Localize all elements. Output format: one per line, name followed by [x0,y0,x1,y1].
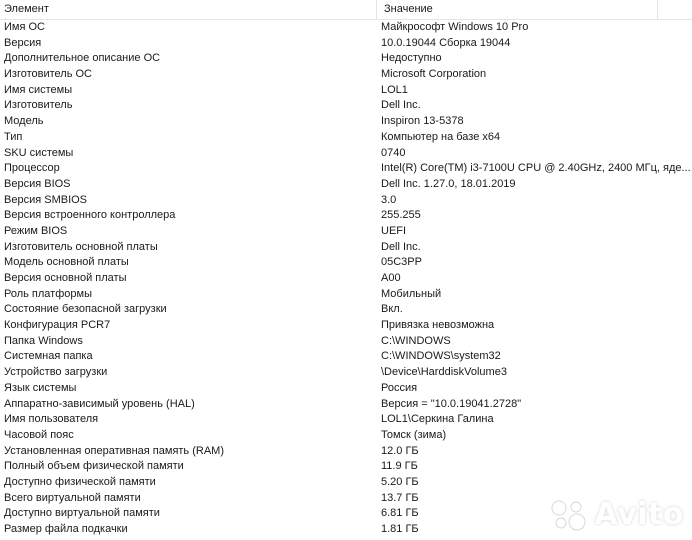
row-value: Россия [381,381,418,394]
row-value: Microsoft Corporation [381,68,487,81]
table-row[interactable] [0,365,692,381]
table-row[interactable] [0,161,692,177]
row-value: Привязка невозможна [381,319,495,332]
table-row[interactable] [0,146,692,162]
row-value: Inspiron 13-5378 [381,115,464,128]
row-value: 13.7 ГБ [381,491,419,504]
row-value: 255.255 [381,209,421,222]
row-value: 11.9 ГБ [381,460,418,473]
table-row[interactable] [0,349,692,365]
row-element-label: Изготовитель ОС [4,68,92,81]
row-value: 0740 [381,146,406,159]
row-value: 3.0 [381,193,397,206]
row-element-label: Модель [4,115,44,128]
row-value: Вкл. [381,303,403,316]
row-element-label: Доступно физической памяти [4,475,156,488]
row-element-label: Состояние безопасной загрузки [4,303,167,316]
row-element-label: Размер файла подкачки [4,523,128,535]
watermark-text: Avito [594,497,684,532]
row-element-label: Полный объем физической памяти [4,460,184,473]
row-value: Томск (зима) [381,428,447,441]
column-header-extra[interactable] [657,0,692,19]
table-row[interactable] [0,287,692,303]
table-row[interactable] [0,83,692,99]
row-element-label: Процессор [4,162,60,175]
table-row[interactable] [0,459,692,475]
row-element-label: Часовой пояс [4,428,74,441]
table-row[interactable] [0,522,692,538]
column-header-element[interactable]: Элемент [0,0,377,19]
table-row[interactable] [0,208,692,224]
row-value: Мобильный [381,287,442,300]
row-element-label: Папка Windows [4,334,83,347]
table-body [0,20,692,538]
row-value: C:\WINDOWS [381,334,451,347]
table-row[interactable] [0,475,692,491]
row-element-label: Доступно виртуальной памяти [4,507,160,520]
row-element-label: Версия SMBIOS [4,193,88,206]
row-element-label: Версия встроенного контроллера [4,209,176,222]
row-element-label: Установленная оперативная память (RAM) [4,444,224,457]
row-element-label: Язык системы [4,381,77,394]
table-row[interactable] [0,240,692,256]
row-element-label: Всего виртуальной памяти [4,491,141,504]
row-element-label: Дополнительное описание ОС [4,52,161,65]
table-row[interactable] [0,67,692,83]
row-element-label: Роль платформы [4,287,92,300]
row-value: Недоступно [381,52,442,65]
row-element-label: SKU системы [4,146,74,159]
row-value: LOL1 [381,83,408,96]
row-value: 5.20 ГБ [381,475,419,488]
row-element-label: Версия основной платы [4,272,127,284]
row-element-label: Тип [4,130,23,143]
row-value: C:\WINDOWS\system32 [381,350,501,363]
column-header-value[interactable]: Значение [384,3,433,15]
row-value: Dell Inc. [381,240,421,253]
row-value: Dell Inc. [381,99,421,112]
row-value: Intel(R) Core(TM) i3-7100U CPU @ 2.40GHz, 2400 МГц, яде... [381,162,691,175]
row-element-label: Версия BIOS [4,177,71,190]
row-element-label: Изготовитель [4,99,73,112]
table-row[interactable] [0,36,692,52]
row-value: UEFI [381,224,407,237]
row-element-label: Версия [4,36,42,49]
table-row[interactable] [0,98,692,114]
table-row[interactable] [0,51,692,67]
table-header [0,0,692,20]
table-row[interactable] [0,334,692,350]
row-value: LOL1\Серкина Галина [381,413,494,426]
row-element-label: Имя пользователя [4,413,99,426]
row-value: Компьютер на базе x64 [381,130,501,143]
table-row[interactable] [0,20,692,36]
table-row[interactable] [0,224,692,240]
table-row[interactable] [0,177,692,193]
table-row[interactable] [0,271,692,287]
table-row[interactable] [0,428,692,444]
table-row[interactable] [0,381,692,397]
table-row[interactable] [0,444,692,460]
row-value: Dell Inc. 1.27.0, 18.01.2019 [381,177,516,190]
row-value: Майкрософт Windows 10 Pro [381,21,529,33]
row-value: 10.0.19044 Сборка 19044 [381,36,511,49]
row-element-label: Конфигурация PCR7 [4,319,111,332]
row-value: A00 [381,272,401,284]
table-row[interactable] [0,302,692,318]
row-element-label: Аппаратно-зависимый уровень (HAL) [4,397,195,410]
table-row[interactable] [0,130,692,146]
table-row[interactable] [0,255,692,271]
row-element-label: Режим BIOS [4,224,68,237]
table-row[interactable] [0,193,692,209]
row-value: \Device\HarddiskVolume3 [381,366,507,379]
table-row[interactable] [0,412,692,428]
table-row[interactable] [0,397,692,413]
row-value: 1.81 ГБ [381,523,419,535]
row-element-label: Изготовитель основной платы [4,240,158,253]
table-row[interactable] [0,506,692,522]
row-value: 6.81 ГБ [381,507,419,520]
table-row[interactable] [0,491,692,507]
row-value: Версия = "10.0.19041.2728" [381,397,522,410]
table-row[interactable] [0,318,692,334]
row-element-label: Устройство загрузки [4,366,108,379]
row-element-label: Системная папка [4,350,93,363]
row-element-label: Имя ОС [4,21,45,33]
table-row[interactable] [0,114,692,130]
row-element-label: Модель основной платы [4,256,129,269]
row-value: 12.0 ГБ [381,444,419,457]
row-value: 05C3PP [381,256,422,269]
row-element-label: Имя системы [4,83,73,96]
